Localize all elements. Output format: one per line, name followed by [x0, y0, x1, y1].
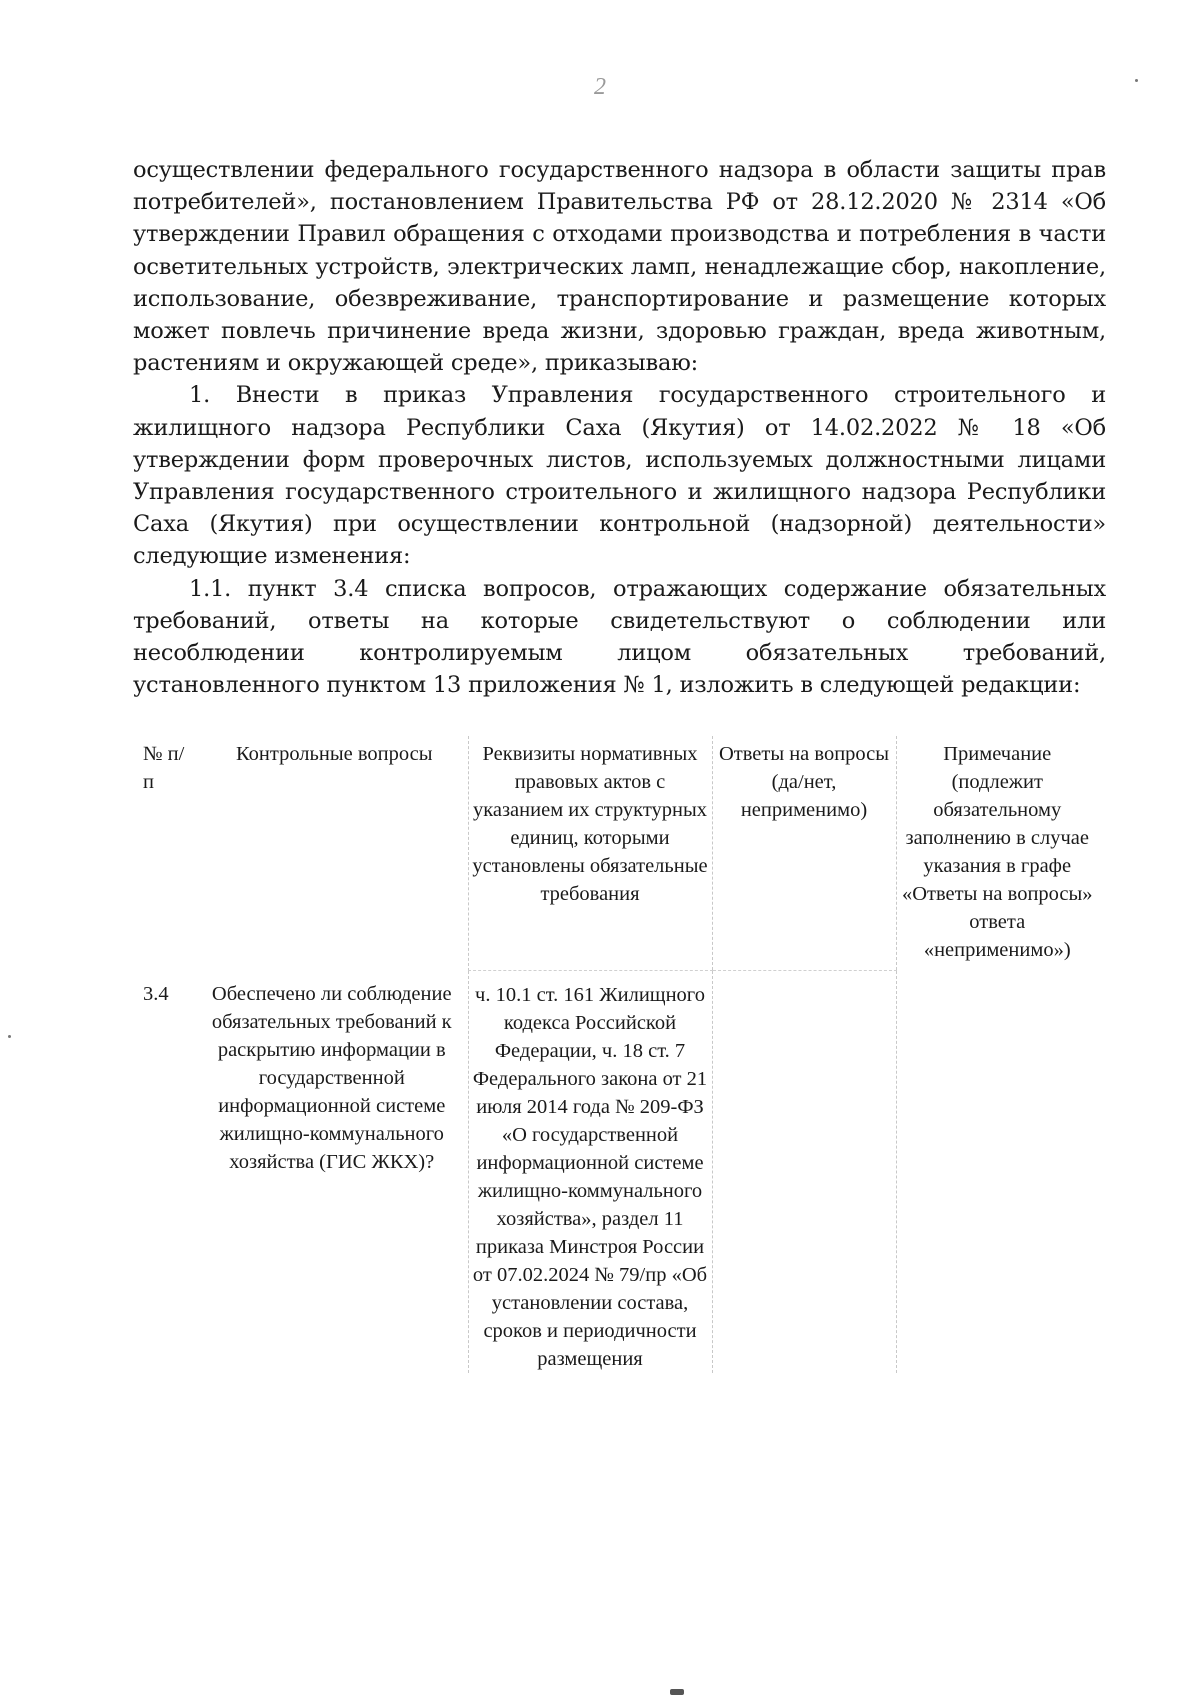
header-requisites: Реквизиты нормативных правовых актов с указанием их структурных единиц, которыми установлены обязательные требования: [468, 736, 712, 970]
row-note: [896, 970, 1098, 1373]
row-requisites: ч. 10.1 ст. 161 Жилищного кодекса Российской Федерации, ч. 18 ст. 7 Федерального закона от 21 июля 2014 года № 209-ФЗ «О государственной информационной системе жилищно-коммунального хозяйства», раздел 11 приказа Минстроя России от 07.02.2024 № 79/пр «Об установлении состава, сроков и периодичности размещения: [468, 970, 712, 1373]
row-number: 3.4: [143, 983, 169, 1005]
scan-speck: [1135, 79, 1138, 82]
page-number: 2: [594, 74, 606, 100]
paragraph-intro: осуществлении федерального государственного надзора в области защиты прав потребителей», постановлением Правительства РФ от 28.12.2020 № 2314 «Об утверждении Правил обращения с отходами производства и потребления в части осветительных устройств, электрических ламп, ненадлежащие сбор, накопление, использование, обезвреживание, транспортирование и размещение которых может повлечь причинение вреда жизни, здоровью граждан, вреда животным, растениям и окружающей среде», приказываю:: [133, 157, 1106, 377]
header-questions: Контрольные вопросы: [236, 743, 433, 765]
order-text: [133, 154, 1106, 701]
header-answers: Ответы на вопросы (да/нет, неприменимо): [712, 736, 896, 970]
header-number: № п/п: [143, 743, 185, 793]
scan-mark: [670, 1689, 684, 1695]
paragraph-item-1: 1. Внести в приказ Управления государственного строительного и жилищного надзора Республики Саха (Якутия) от 14.02.2022 № 18 «Об утверждении форм проверочных листов, используемых должностными лицами Управления государственного строительного и жилищного надзора Республики Саха (Якутия) при осуществлении контрольной (надзорной) деятельности» следующие изменения:: [133, 382, 1106, 570]
paragraph-item-1-1: 1.1. пункт 3.4 списка вопросов, отражающих содержание обязательных требований, ответы на которые свидетельствуют о соблюдении или несоблюдении контролируемым лицом обязательных требований, установленного пунктом 13 приложения № 1, изложить в следующей редакции:: [133, 575, 1106, 699]
table-header-row: [140, 736, 1098, 970]
scan-speck: [8, 1035, 11, 1038]
header-note: Примечание (подлежит обязательному заполнению в случае указания в графе «Ответы на вопросы» ответа «неприменимо»): [896, 736, 1098, 970]
table-row: [140, 970, 1098, 1373]
row-answer: [712, 970, 896, 1373]
row-question: Обеспечено ли соблюдение обязательных требований к раскрытию информации в государственной информационной системе жилищно-коммунального хозяйства (ГИС ЖКХ)?: [211, 983, 452, 1173]
checklist-table: [140, 736, 1098, 1373]
